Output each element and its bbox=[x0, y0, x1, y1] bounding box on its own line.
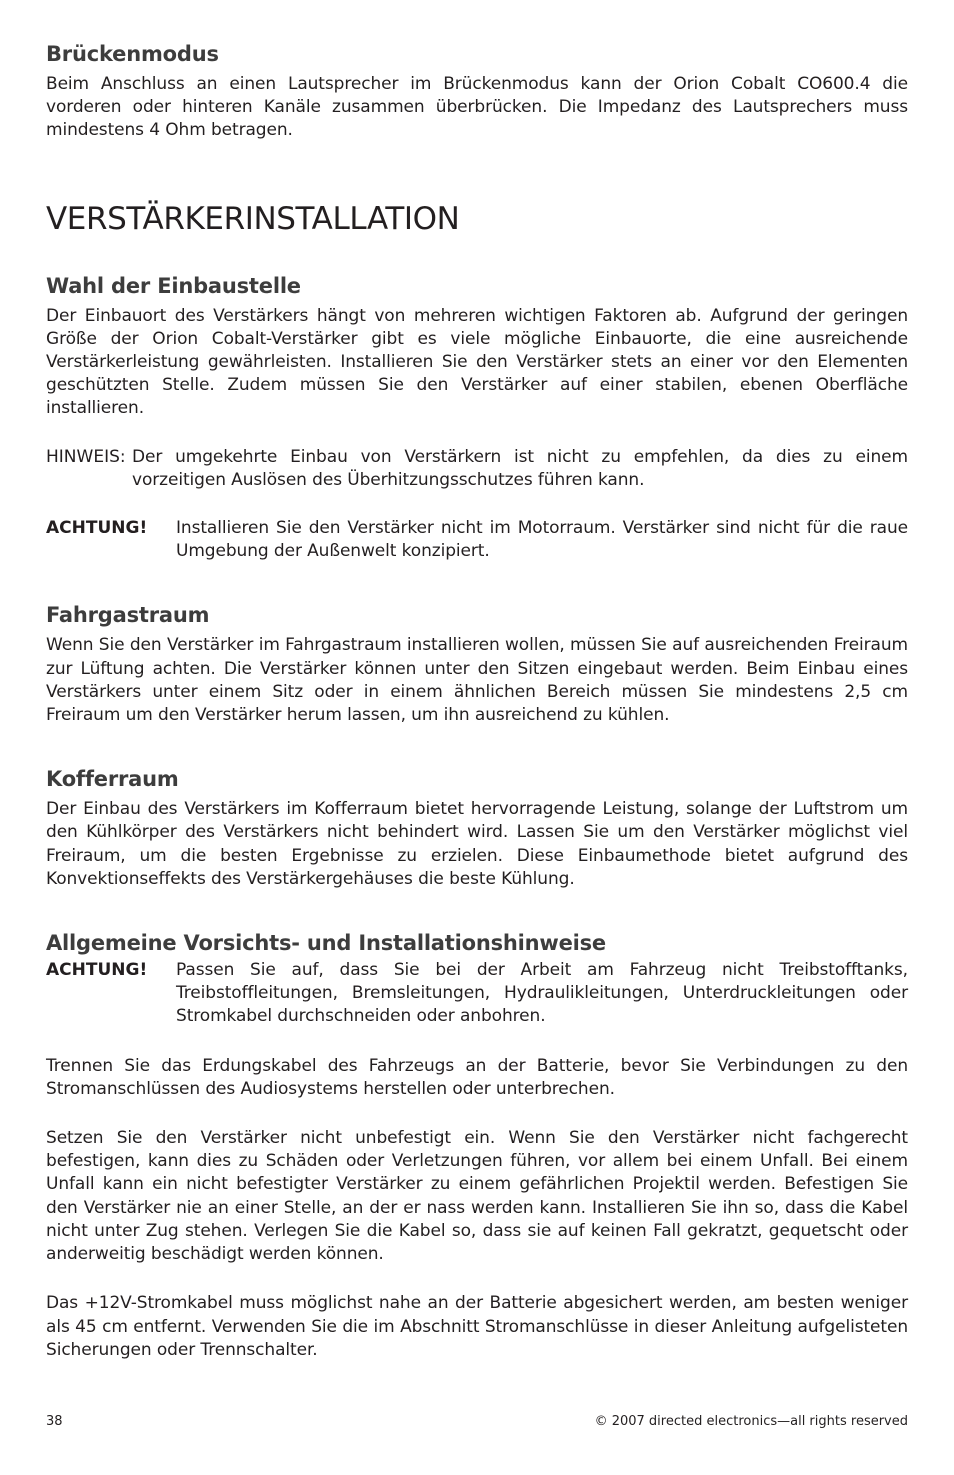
location-heading: Wahl der Einbaustelle bbox=[46, 273, 301, 298]
general-heading: Allgemeine Vorsichts- und Installationshinweise bbox=[46, 931, 606, 956]
manual-page bbox=[46, 40, 908, 1362]
page-footer bbox=[46, 1414, 908, 1429]
trunk-text: Der Einbau des Verstärkers im Kofferraum bietet hervorragende Leistung, solange der Luftstrom um den Kühlkörper des Verstärkers nicht behindert wird. Lassen Sie um den Verstärker möglichst viel Freiraum, um die besten Ergebnisse zu erzielen. Diese Einbaumethode bietet aufgrund des Konvektionseffekts des Verstärkergehäuses die beste Kühlung. bbox=[46, 799, 908, 889]
cabin-text: Wenn Sie den Verstärker im Fahrgastraum installieren wollen, müssen Sie auf ausreichenden Freiraum zur Lüftung achten. Die Verstärker können unter den Sitzen eingebaut werden. Beim Einbau eines Verstärkers unter einem Sitz oder in einem ähnlichen Bereich müssen Sie mindestens 2,5 cm Freiraum um den Verstärker herum lassen, um ihn ausreichend zu kühlen. bbox=[46, 635, 908, 726]
page-number: 38 bbox=[46, 1414, 63, 1429]
general-paragraph-1: Trennen Sie das Erdungskabel des Fahrzeugs an der Batterie, bevor Sie Verbindungen zu den Stromanschlüssen des Audiosystems herstellen oder unterbrechen. bbox=[46, 1055, 908, 1099]
note-text: Der umgekehrte Einbau von Verstärkern ist nicht zu empfehlen, da dies zu einem vorzeitigen Auslösen des Überhitzungsschutzes führen kann. bbox=[132, 446, 908, 490]
location-warning bbox=[46, 517, 908, 563]
trunk-heading: Kofferraum bbox=[46, 767, 179, 792]
warning-text: Passen Sie auf, dass Sie bei der Arbeit am Fahrzeug nicht Treibstofftanks, Treibstoffleitungen, Bremsleitungen, Hydraulikleitungen, Unterdruckleitungen oder Stromkabel durchschneiden oder anbohren. bbox=[176, 960, 908, 1027]
general-paragraph-3: Das +12V-Stromkabel muss möglichst nahe an der Batterie abgesichert werden, am besten weniger als 45 cm entfernt. Verwenden Sie die im Abschnitt Stromanschlüsse in dieser Anleitung aufgelisteten Sicherungen oder Trennschalter. bbox=[46, 1293, 908, 1360]
cabin-heading: Fahrgastraum bbox=[46, 603, 210, 628]
warning-text: Installieren Sie den Verstärker nicht im Motorraum. Verstärker sind nicht für die raue Umgebung der Außenwelt konzipiert. bbox=[176, 518, 908, 562]
bridge-mode-text: Beim Anschluss an einen Lautsprecher im Brückenmodus kann der Orion Cobalt CO600.4 die vorderen oder hinteren Kanäle zusammen überbrücken. Die Impedanz des Lautsprechers muss mindestens 4 Ohm betragen. bbox=[46, 74, 908, 141]
general-paragraph-2: Setzen Sie den Verstärker nicht unbefestigt ein. Wenn Sie den Verstärker nicht fachgerecht befestigen, kann dies zu Schäden oder Verletzungen führen, vor allem bei einem Unfall. Bei einem Unfall kann ein nicht befestigter Verstärker zu einem gefährlichen Projektil werden. Befestigen Sie den Verstärker nie an einer Stelle, an der er nass werden kann. Installieren Sie ihn so, dass die Kabel nicht unter Zug stehen. Verlegen Sie die Kabel so, dass sie auf keinen Fall gekratzt, gequetscht oder anderweitig beschädigt werden können. bbox=[46, 1128, 908, 1265]
location-text: Der Einbauort des Verstärkers hängt von mehreren wichtigen Faktoren ab. Aufgrund der geringen Größe der Orion Cobalt-Verstärker gibt es viele mögliche Einbauorte, die eine ausreichende Verstärkerleistung gewährleisten. Installieren Sie den Verstärker stets an einer vor den Elementen geschützten Stelle. Zudem müssen Sie den Verstärker auf einer stabilen, ebenen Oberfläche installieren. bbox=[46, 305, 908, 419]
location-note bbox=[46, 446, 908, 492]
bridge-mode-heading: Brückenmodus bbox=[46, 42, 219, 66]
warning-label: ACHTUNG! bbox=[46, 518, 148, 539]
copyright-notice: © 2007 directed electronics—all rights reserved bbox=[594, 1414, 908, 1429]
general-warning bbox=[46, 959, 908, 1029]
warning-label: ACHTUNG! bbox=[46, 960, 148, 981]
note-label: HINWEIS: bbox=[46, 446, 126, 467]
installation-title: VERSTÄRKERINSTALLATION bbox=[46, 200, 460, 237]
